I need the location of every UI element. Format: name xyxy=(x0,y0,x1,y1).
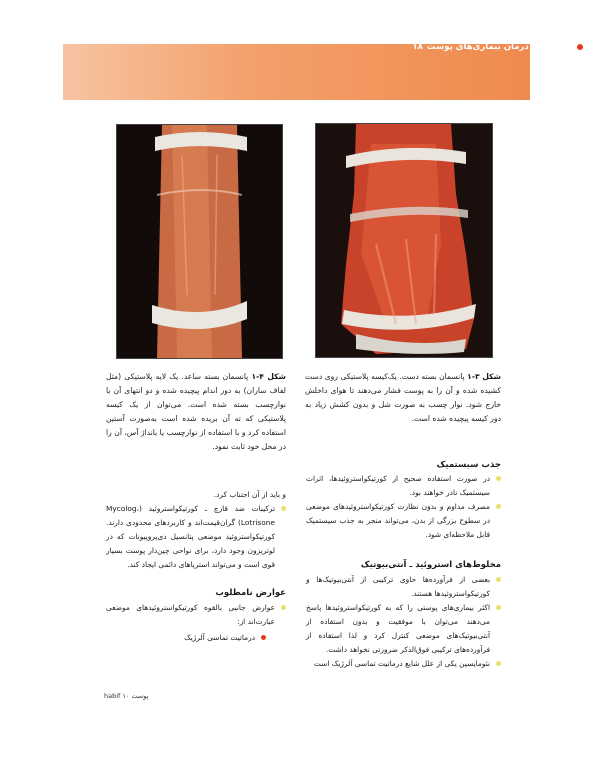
list-item: درماتیت تماسی آلرژیک xyxy=(106,631,266,645)
mixtures-list xyxy=(306,573,501,671)
list-item: مصرف مداوم و بدون نظارت کورتیکواستروئیدهای موضعی در سطوح بزرگی از بدن، می‌تواند منجر به جذب سیستمیک قابل ملاحظه‌ای شود. xyxy=(306,500,501,542)
bullet-icon xyxy=(496,476,501,481)
continuation-line: و باید از آن اجتناب کرد. xyxy=(213,490,286,499)
caption-label: شکل ۳-۱ xyxy=(467,372,501,381)
antifungal-list xyxy=(106,502,286,572)
bullet-red-icon xyxy=(261,635,266,640)
systemic-list xyxy=(306,472,501,542)
section-title-systemic: جذب سیستمیک xyxy=(436,460,501,470)
footer: habif ۱۰ پوست xyxy=(104,692,149,700)
list-item: عوارض جانبی بالقوه کورتیکواستروئیدهای موضعی عبارت‌اند از: xyxy=(106,601,286,629)
list-item: در صورت استفاده صحیح از کورتیکواستروئیدها، اثرات سیستمیک نادر خواهند بود. xyxy=(306,472,501,500)
caption-text: پانسمان بسته دست. یک‌کیسه پلاستیکی روی دست کشیده شده و آن را به پوست فشار می‌دهند تا هوای داخلش خارج شود. نوار چسب به صورت شل و بدون کشش زیاد به دور کیسه پیچیده شده است. xyxy=(305,372,501,423)
bullet-icon xyxy=(496,577,501,582)
photo-forearm-occlusion xyxy=(116,124,283,359)
bullet-icon xyxy=(281,605,286,610)
caption-label: شکل ۴-۱ xyxy=(251,372,286,381)
list-item: نئومایسین یکی از علل شایع درماتیت تماسی آلرژیک است xyxy=(306,657,501,671)
figure-caption-3-1 xyxy=(305,370,501,426)
section-title-mixtures: مخلوط‌های استروئید ـ آنتی‌بیوتیک xyxy=(360,560,501,570)
bullet-icon xyxy=(496,661,501,666)
header-band xyxy=(63,44,530,100)
adverse-sublist xyxy=(106,631,266,645)
list-item: بعضی از فرآورده‌ها حاوی ترکیبی از آنتی‌بیوتیک‌ها و کورتیکواستروئیدها هستند. xyxy=(306,573,501,601)
figure-caption-4-1 xyxy=(106,370,286,454)
caption-text: پانسمان بسته ساعد. یک لایه پلاستیکی (مثل لفاف ساران) به دور اندام پیچیده شده و دو انتهای آن با نوارچسب بسته شده است. می‌توان از یک کیسه پلاستیکی که ته آن بریده شده است به‌صورت آستین استفاده کرد و با استفاده از نوارچسب یا بانداژ آس، آن را در محل خود ثابت نمود. xyxy=(106,372,286,451)
list-item: ترکیبات ضد قارچ ـ کورتیکواستروئید (Mycolog، Lotrisone) گران‌قیمت‌اند و کاربردهای محدودی دارند. کورتیکواستروئید موضعی پتانسیل دی‌پروپیونات که در لوتریزون وجود دارد، برای نواحی چین‌دار پوست بسیار قوی است و می‌تواند استریاهای دائمی ایجاد کند. xyxy=(106,502,286,572)
adverse-list xyxy=(106,601,286,629)
running-header xyxy=(413,42,584,52)
chapter-title: تشخیص و درمان بیماری‌های پوست xyxy=(426,42,573,52)
photo-hand-occlusion xyxy=(315,123,493,358)
bullet-icon xyxy=(496,504,501,509)
section-title-adverse: عوارض نامطلوب xyxy=(215,588,286,598)
header-dot-icon xyxy=(577,44,583,50)
bullet-icon xyxy=(496,605,501,610)
bullet-icon xyxy=(281,506,286,511)
page-number: ۱۸ xyxy=(412,42,423,52)
list-item: اکثر بیماری‌های پوستی را که به کورتیکواستروئیدها پاسخ می‌دهند می‌توان با موفقیت و بدون استفاده از آنتی‌بیوتیک‌های موضعی کنترل کرد و لذا استفاده از فرآورده‌های ترکیبی فوق‌الذکر ضرورتی نخواهد داشت. xyxy=(306,601,501,657)
